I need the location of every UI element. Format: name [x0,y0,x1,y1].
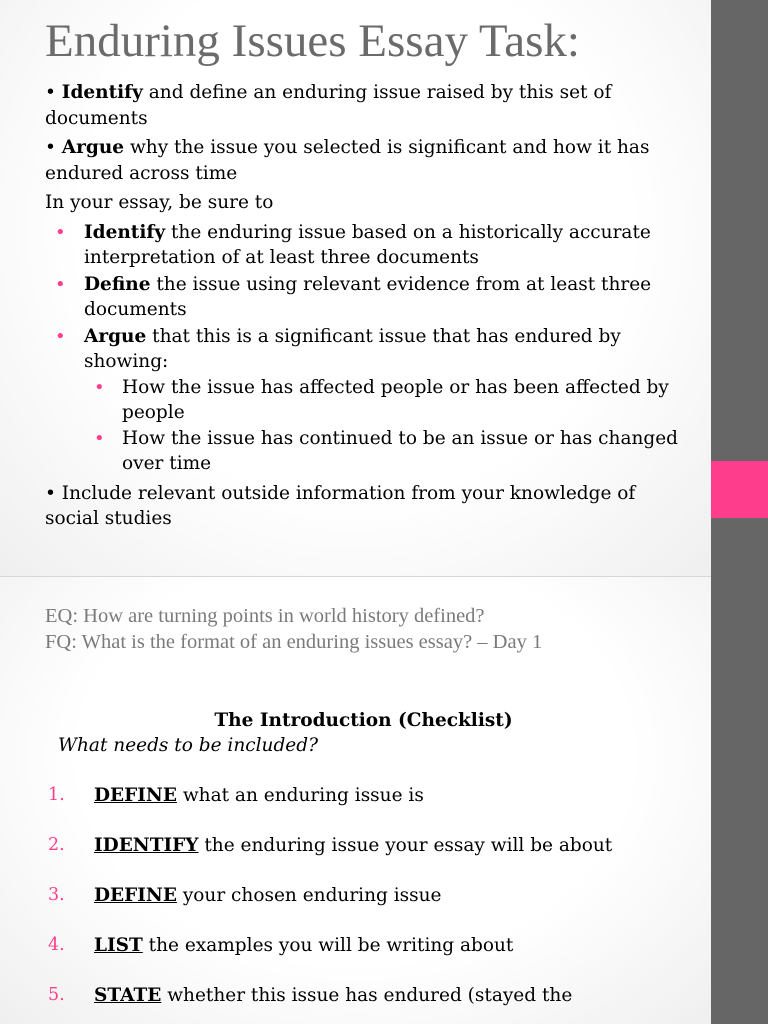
step-text: the examples you will be writing about [142,935,514,956]
step-text: whether this issue has endured (stayed the [161,985,573,1006]
bullet-marker: • [45,82,62,103]
step-number: 2. [48,835,65,855]
nested-list [84,375,685,477]
bullet-text: the enduring issue based on a historically accurate interpretation of at least three documents [84,221,651,268]
checklist-step [48,885,648,906]
bullet-text: that this is a significant issue that has endured by showing: [84,325,621,372]
lead-text: In your essay, be sure to [45,192,274,213]
checklist-heading: The Introduction (Checklist) [214,710,513,731]
list-item [45,220,685,271]
fq-line: FQ: What is the format of an enduring issues essay? – Day 1 [45,631,543,653]
checklist-step [48,935,648,956]
bullet-text: How the issue has affected people or has been affected by people [122,376,669,423]
checklist-step [48,835,648,856]
nested-list-item [84,375,685,426]
checklist-step [48,985,648,1006]
checklist-subheading: What needs to be included? [58,735,319,756]
bullet-keyword: Identify [61,82,143,103]
checklist-steps [48,785,648,1035]
step-number: 5. [48,985,65,1005]
eq-line: EQ: How are turning points in world history defined? [45,605,485,627]
bullet-icon: • [55,325,66,347]
slide-title: Enduring Issues Essay Task: [45,15,580,67]
sidebar-accent-block [711,461,768,518]
step-text: what an enduring issue is [176,785,424,806]
bullet-text: the issue using relevant evidence from at least three documents [84,273,652,320]
bullet-marker: • [45,137,62,158]
checklist-step [48,785,648,806]
intro-bullet [45,80,685,131]
bullet-icon: • [55,273,66,295]
bullet-keyword: Define [84,273,151,295]
task-body [45,80,685,536]
essential-questions [45,603,542,655]
step-keyword: STATE [94,985,162,1006]
bullet-text: Include relevant outside information from your knowledge of social studies [45,482,636,529]
list-item [45,272,685,323]
step-text: your chosen enduring issue [176,885,442,906]
bullet-keyword: Argue [61,137,125,158]
step-number: 1. [48,785,65,805]
bullet-keyword: Argue [84,325,147,347]
bullet-text: and define an enduring issue raised by this set of documents [45,82,612,129]
bullet-text: How the issue has continued to be an issue or has changed over time [122,427,679,474]
step-text: the enduring issue your essay will be about [198,835,613,856]
bullet-icon: • [94,427,105,449]
step-keyword: DEFINE [94,885,177,906]
bullet-icon: • [94,376,105,398]
bullet-marker: • [45,482,62,504]
step-keyword: LIST [94,935,143,956]
step-keyword: DEFINE [94,785,177,806]
closing-bullet [45,481,685,532]
bullet-keyword: Identify [84,221,166,243]
nested-list-item [84,426,685,477]
intro-bullet [45,135,685,186]
bullet-text: why the issue you selected is significant and how it has endured across time [45,137,650,184]
requirements-list [45,220,685,477]
step-number: 4. [48,935,65,955]
bullet-icon: • [55,221,66,243]
step-keyword: IDENTIFY [94,835,199,856]
step-number: 3. [48,885,65,905]
list-item [45,324,685,477]
